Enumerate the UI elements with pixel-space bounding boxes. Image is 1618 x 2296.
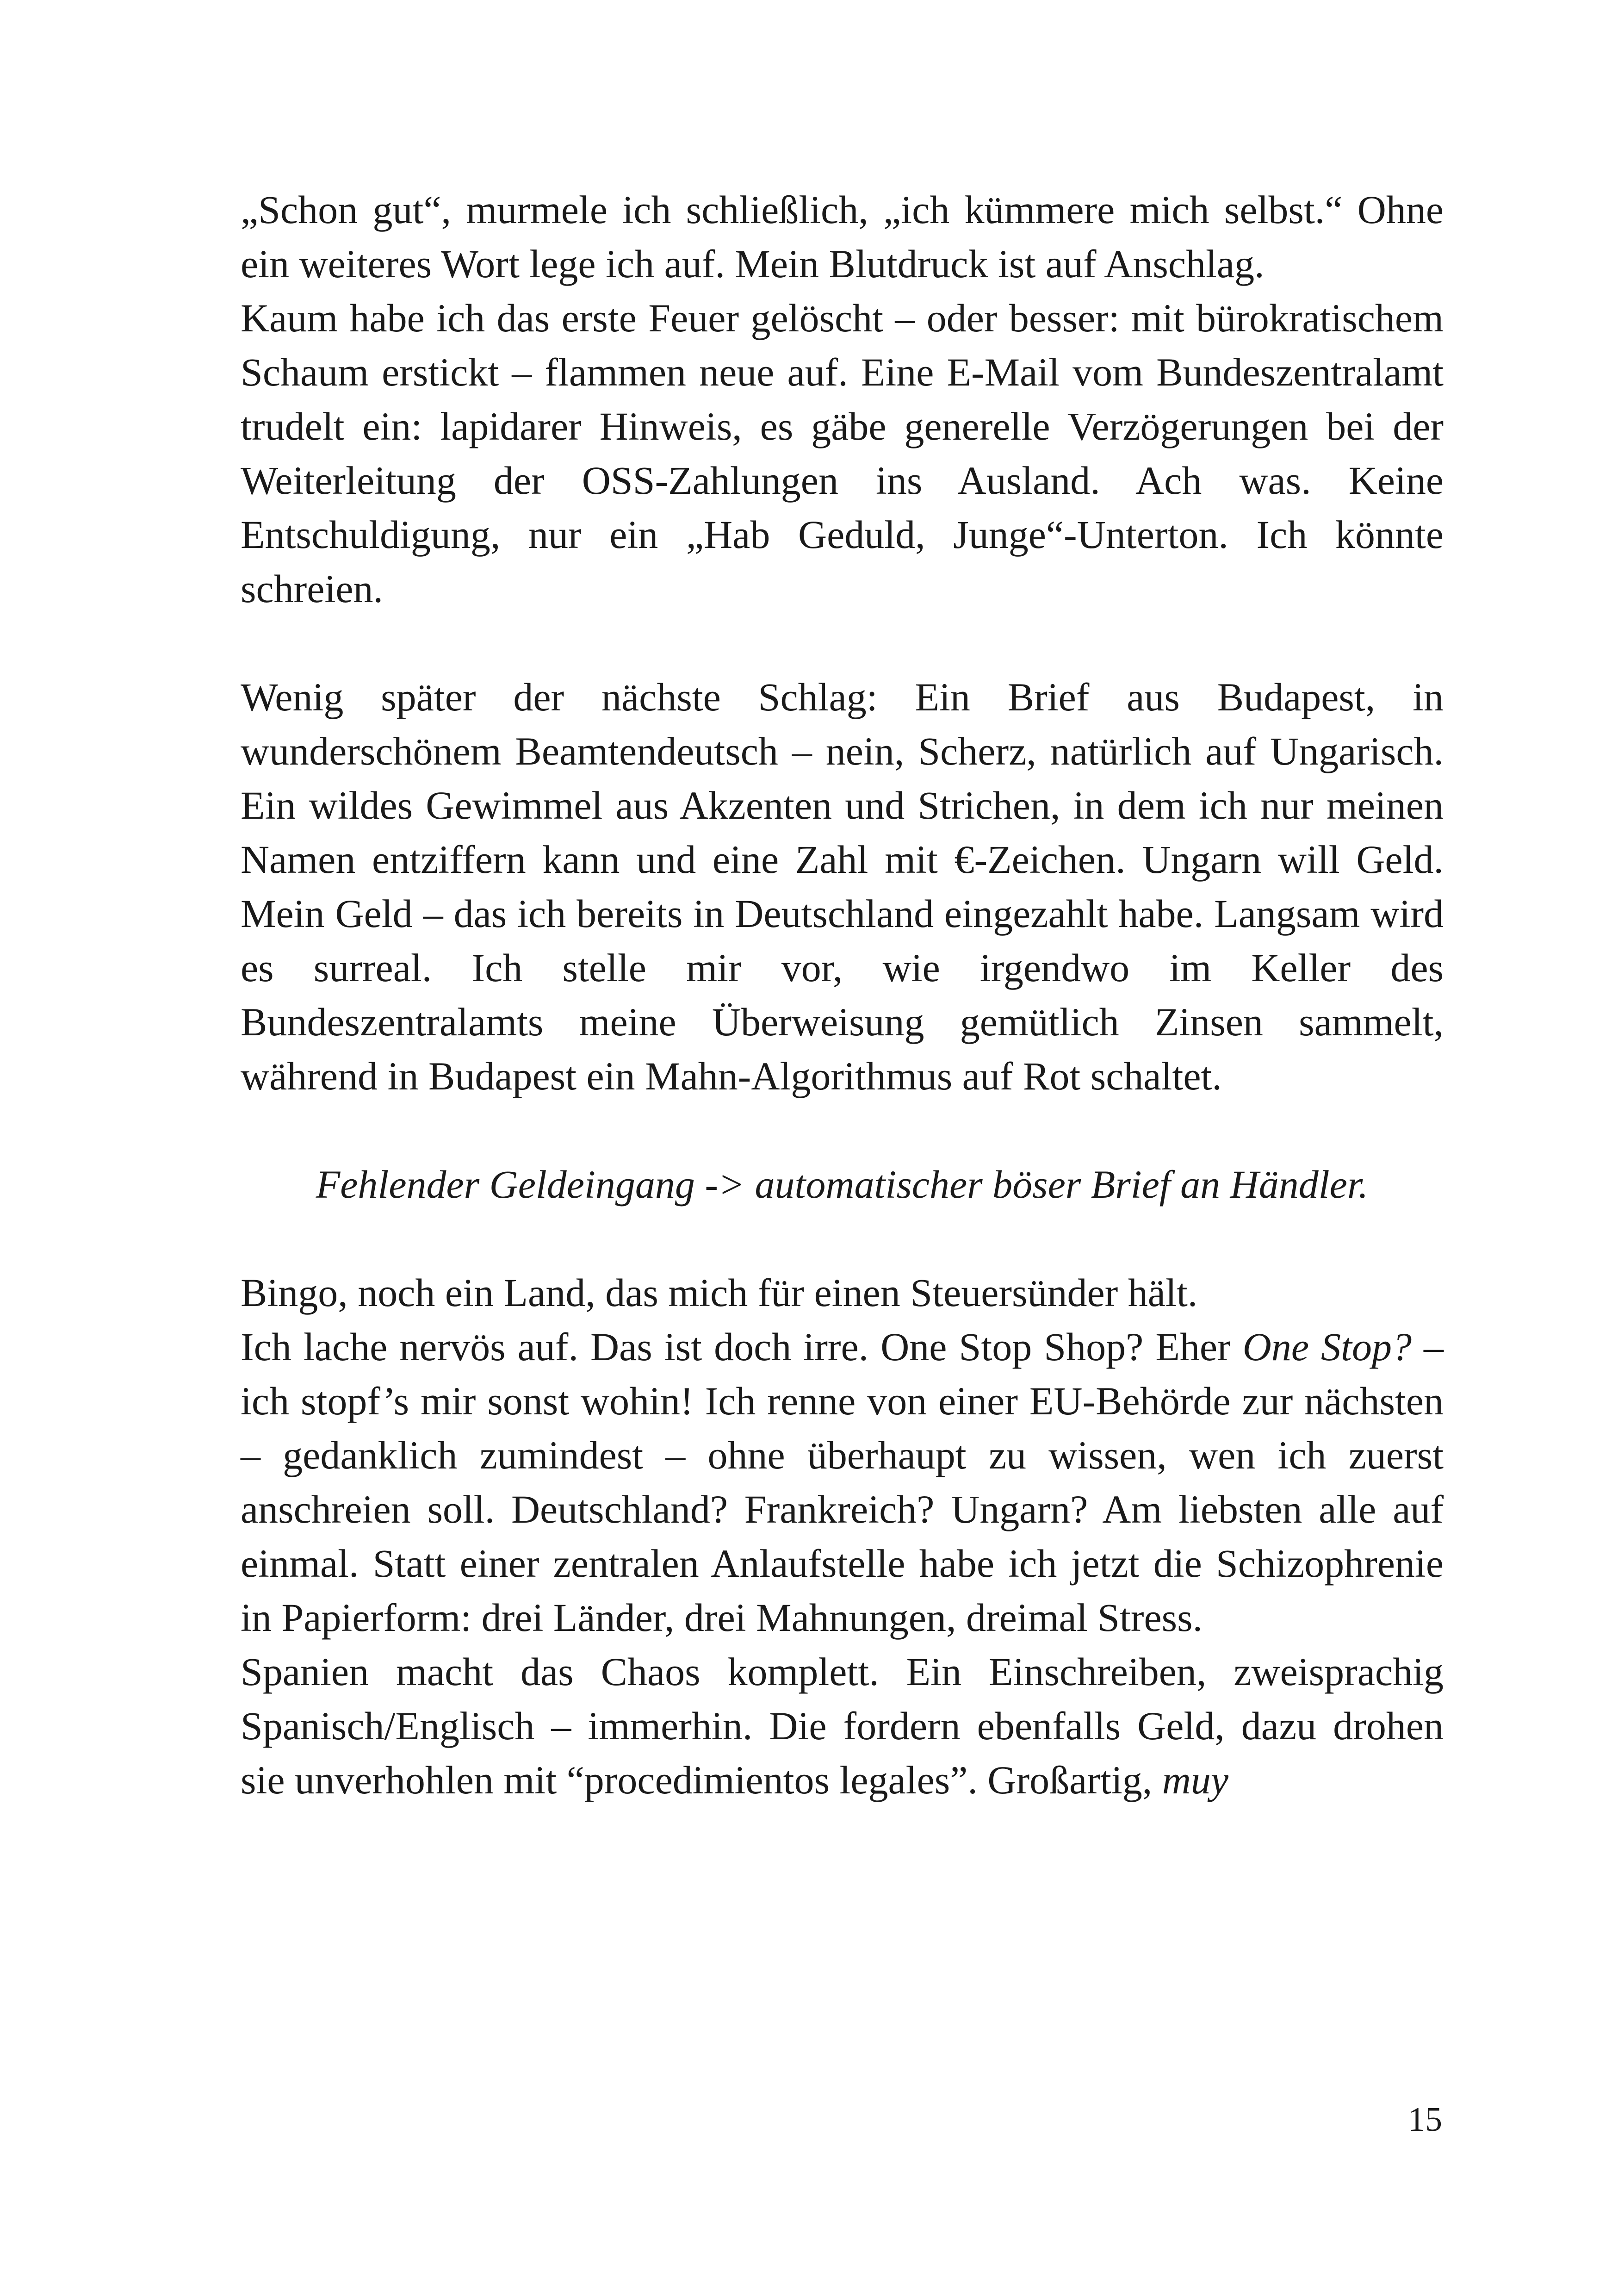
paragraph-gap bbox=[241, 1103, 1444, 1157]
text-run: Spanien macht das Chaos komplett. Ein Einschreiben, zweisprachig Spanisch/Englisch – immerhin. Die fordern ebenfalls Geld, dazu drohen sie unverhohlen mit “procedimientos legales”. Großartig, bbox=[241, 1649, 1444, 1802]
paragraph-gap bbox=[241, 616, 1444, 670]
page-number: 15 bbox=[1408, 2101, 1442, 2139]
paragraph-gap bbox=[241, 1212, 1444, 1266]
text-run: Ich lache nervös auf. Das ist doch irre. One Stop Shop? Eher bbox=[241, 1325, 1243, 1369]
paragraph-phone-call: „Schon gut“, murmele ich schließlich, „ich kümmere mich selbst.“ Ohne ein weiteres Wort lege ich auf. Mein Blutdruck ist auf Anschlag. bbox=[241, 187, 1444, 286]
paragraph-email: Kaum habe ich das erste Feuer gelöscht – oder besser: mit bürokratischem Schaum erstickt – flammen neue auf. Eine E-Mail vom Bundeszentralamt trudelt ein: lapidarer Hinweis, es gäbe generelle Verzögerungen bei der Weiterleitung der OSS-Zahlungen ins Ausland. Ach was. Keine Entschuldigung, nur ein „Hab Geduld, Junge“-Unterton. Ich könnte schreien. bbox=[241, 296, 1444, 611]
text-run: – ich stopf’s mir sonst wohin! Ich renne von einer EU-Behörde zur nächsten – gedanklich zumindest – ohne überhaupt zu wissen, wen ich zuerst anschreien soll. Deutschland? Frankreich? Ungarn? Am liebsten alle auf einmal. Statt einer zentralen Anlaufstelle habe ich jetzt die Schizophrenie in Papierform: drei Länder, drei Mahnungen, dreimal Stress. bbox=[241, 1325, 1444, 1640]
paragraph-budapest-letter: Wenig später der nächste Schlag: Ein Brief aus Budapest, in wunderschönem Beamtendeutsch – nein, Scherz, natürlich auf Ungarisch. Ein wildes Gewimmel aus Akzenten und Strichen, in dem ich nur meinen Namen entziffern kann und eine Zahl mit €-Zeichen. Ungarn will Geld. Mein Geld – das ich bereits in Deutschland eingezahlt habe. Langsam wird es surreal. Ich stelle mir vor, wie irgendwo im Keller des Bundeszentralamts meine Überweisung gemütlich Zinsen sammelt, während in Budapest ein Mahn-Algorithmus auf Rot schaltet. bbox=[241, 675, 1444, 1098]
paragraph-spain bbox=[241, 1645, 1444, 1807]
page-body bbox=[241, 183, 1444, 1807]
italic-quote-line: Fehlender Geldeingang -> automatischer böser Brief an Händler. bbox=[316, 1162, 1369, 1207]
italic-run: muy bbox=[1162, 1758, 1229, 1802]
paragraph-one-stop-shop bbox=[241, 1320, 1444, 1645]
italic-run: One Stop? bbox=[1242, 1325, 1412, 1369]
paragraph-bingo: Bingo, noch ein Land, das mich für einen Steuersünder hält. bbox=[241, 1270, 1198, 1315]
